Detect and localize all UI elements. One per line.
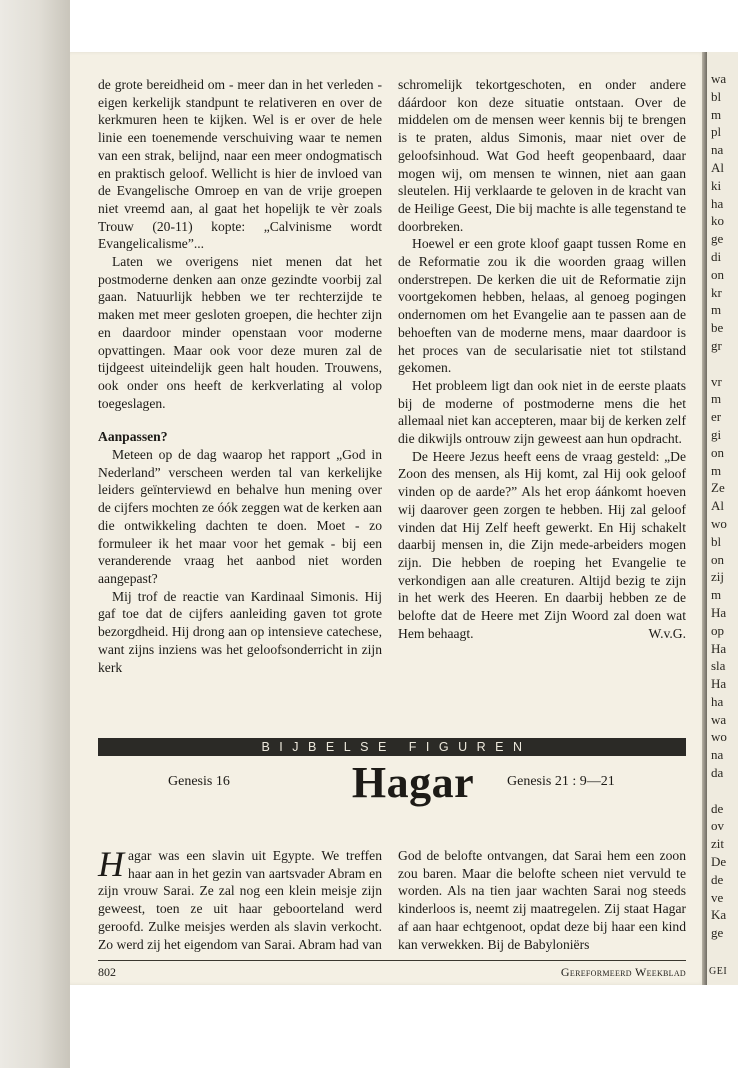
- paragraph: [398, 448, 686, 643]
- paragraph: God de belofte ontvangen, dat Sarai hem een zoon zou baren. Maar die belofte scheen niet vervuld te worden. Als na tien jaar wachten Sarai nog steeds kinderloos is, neemt zij maatregelen. Zij staat Hagar af aan haar echtgenoot, opdat deze bij haar een kind kan verwekken. Bij de Babyloniërs: [398, 848, 686, 952]
- fragment: m: [711, 391, 722, 407]
- fragment: ve: [711, 889, 724, 905]
- column-left-top: [98, 76, 382, 676]
- paragraph-text: De Heere Jezus heeft eens de vraag gesteld: „De Zoon des mensen, als Hij komt, zal Hij ook geloof vinden op de aarde?” Als het erop áánkomt hoeven wij daarover geen zorgen te hebben. Hij zal geloof vinden dat Hij Zelf heeft gewerkt. En Hij schakelt daarbij mensen in, die Zijn mede-arbeiders mogen zijn. Die hebben de roeping het Evangelie te verkondigen aan alle creaturen. Altijd bezig te zijn in het werk des Heeren. En daarbij hebben ze de belofte dat de Heere met Zijn Woord zal doen wat Hem behaagt.: [398, 448, 686, 641]
- column-left-bottom: [98, 844, 382, 953]
- fragment: bl: [711, 88, 722, 104]
- fragment: Al: [711, 159, 724, 175]
- paragraph-text: agar was een slavin uit Egypte. We treffen haar aan in het gezin van aartsvader Abram en zijn vrouw Sarai. Ze zal nog een klein meisje zijn geweest, toen ze uit haar geboorteland werd geroofd. Zulke meisjes werden als slavin verkocht. Zo werd zij het eigendom van Sarai. Abram had van: [98, 848, 382, 952]
- fragment: Al: [711, 498, 724, 514]
- fragment: di: [711, 248, 722, 264]
- fragment-group-bottom: [711, 800, 738, 942]
- paragraph: [98, 844, 382, 953]
- paragraph: schromelijk tekortgeschoten, en onder andere dáárdoor kon deze situatie ontstaan. Over de middelen om de mensen weer kennis bij te brengen is te praten, aldus Simonis, maar niet over de geloofsinhoud. Wat God heeft geopenbaard, daar mogen wij, om mensen te winnen, niet aan gaan sleutelen. Hij verklaarde te geloven in de kracht van de Heilige Geest, Die bij machte is alle tegenstand te doorbreken.: [398, 77, 686, 234]
- fragment: zij: [711, 569, 724, 585]
- fragment-group-top: [711, 70, 738, 355]
- fragment-group-mid: [711, 373, 738, 782]
- column-right-top: [398, 76, 686, 643]
- fragment: ha: [711, 195, 724, 211]
- paragraph: Meteen op de dag waarop het rapport „God in Nederland” verscheen werden tal van kerkelijke leiders geïnterviewd en behalve hun mening over de cijfers mochten ze óók zeggen wat de kerken aan die ontwikkeling dachten te doen. Moet - zo formuleer ik het maar voor het gemak - bij een veranderende vraag het aanbod niet worden aangepast?: [98, 447, 382, 586]
- author-signature: W.v.G.: [648, 625, 686, 641]
- magazine-page: [70, 52, 706, 985]
- fragment: Ka: [711, 907, 727, 923]
- fragment: sla: [711, 658, 726, 674]
- fragment: m: [711, 587, 722, 603]
- fragment: pl: [711, 124, 722, 140]
- fragment: na: [711, 747, 724, 763]
- section-banner: [98, 738, 686, 756]
- fragment: ge: [711, 231, 724, 247]
- paragraph: de grote bereidheid om - meer dan in het verleden - eigen kerkelijk standpunt te relativeren en over de kerkmuren heen te kijken. Wel is er over de hele linie een toenemende verschuiving waar te nemen van een strak, belijnd, naar een meer ondogmatisch en praktisch geloof. Wellicht is hier de invloed van de Evangelische Omroep en van de vrije groepen niet vreemd aan, al gaat het hopelijk te vèr zoals Trouw (20-11) kopte: „Calvinisme wordt Evangelicalisme”...: [98, 77, 382, 252]
- fragment: Ha: [711, 676, 727, 692]
- fragment: De: [711, 854, 727, 870]
- paragraph: Hoewel er een grote kloof gaapt tussen Rome en de Reformatie zou ik die woorden graag willen onderstrepen. De kerken die uit de Reformatie zijn voortgekomen hebben, helaas, al genoeg pogingen ondernomen om het Evangelie aan te passen aan de behoeften van de moderne mens, maar daardoor is het proces van de secularisatie niet tot stilstand gekomen.: [398, 236, 686, 376]
- fragment: gi: [711, 426, 722, 442]
- fragment-gap: [711, 355, 738, 373]
- fragment: m: [711, 462, 722, 478]
- next-page-edge: [707, 52, 738, 985]
- fragment: da: [711, 765, 724, 781]
- fragment: Ha: [711, 640, 727, 656]
- publication-name: Gereformeerd Weekblad: [560, 965, 686, 979]
- fragment: ko: [711, 213, 724, 229]
- fragment: vr: [711, 373, 722, 389]
- fragment: Ha: [711, 604, 727, 620]
- paragraph: Het probleem ligt dan ook niet in de eerste plaats bij de moderne of postmoderne mens die het allemaal niet kan accepteren, maar bij de kerken zelf die dikwijls ontrouw zijn geweest aan hun opdracht.: [398, 377, 686, 447]
- fragment: on: [711, 266, 724, 282]
- paragraph: Laten we overigens niet menen dat het postmoderne denken aan onze gezindte voorbij zal gaan. Natuurlijk hebben we ter rechterzijde te maken met meer gesloten groepen, die hechter zijn en daardoor minder openstaan voor moderne opvattingen. Maar ook voor deze muren zal de tijdgeest uiteindelijk geen halt houden. Trouwens, ook onder ons heeft de kerkverlating al volop toegeslagen.: [98, 254, 382, 411]
- scripture-reference-right: Genesis 21 : 9—21: [507, 774, 615, 789]
- section-heading: Aanpassen?: [98, 429, 168, 445]
- paragraph: Mij trof de reactie van Kardinaal Simonis. Hij gaf toe dat de cijfers aanleiding gaven tot grote bezorgdheid. Hij drong aan op intensieve catechese, want zijns inziens was het geloofsonderricht in zijn kerk: [98, 588, 382, 675]
- fragment: er: [711, 409, 722, 425]
- page-number: 802: [98, 965, 116, 979]
- fragment: ha: [711, 693, 724, 709]
- book-spine: [0, 0, 70, 1068]
- fragment: m: [711, 106, 722, 122]
- fragment-gap: [711, 782, 738, 800]
- fragment: kr: [711, 284, 722, 300]
- fragment: ge: [711, 925, 724, 941]
- fragment: de: [711, 800, 724, 816]
- fragment: on: [711, 444, 724, 460]
- footer-rule: [98, 960, 686, 961]
- fragment: ov: [711, 818, 724, 834]
- fragment: on: [711, 551, 724, 567]
- fragment: gr: [711, 337, 722, 353]
- drop-cap: H: [98, 844, 124, 884]
- fragment: be: [711, 320, 724, 336]
- fragment: bl: [711, 533, 722, 549]
- fragment: m: [711, 302, 722, 318]
- fragment: op: [711, 622, 724, 638]
- fragment: wa: [711, 71, 727, 86]
- next-page-footer: GEI: [709, 966, 728, 977]
- fragment: ki: [711, 177, 722, 193]
- fragment: wo: [711, 729, 727, 745]
- next-page-text-fragments: [711, 70, 738, 942]
- fragment: wo: [711, 515, 727, 531]
- article-title: Hagar: [351, 758, 475, 807]
- fragment: wa: [711, 711, 727, 727]
- fragment: zit: [711, 836, 724, 852]
- scripture-reference-left: Genesis 16: [168, 774, 230, 789]
- fragment: de: [711, 871, 724, 887]
- banner-label: BIJBELSE FIGUREN: [261, 740, 532, 754]
- column-right-bottom: [398, 847, 686, 953]
- fragment: na: [711, 142, 724, 158]
- fragment: Ze: [711, 480, 725, 496]
